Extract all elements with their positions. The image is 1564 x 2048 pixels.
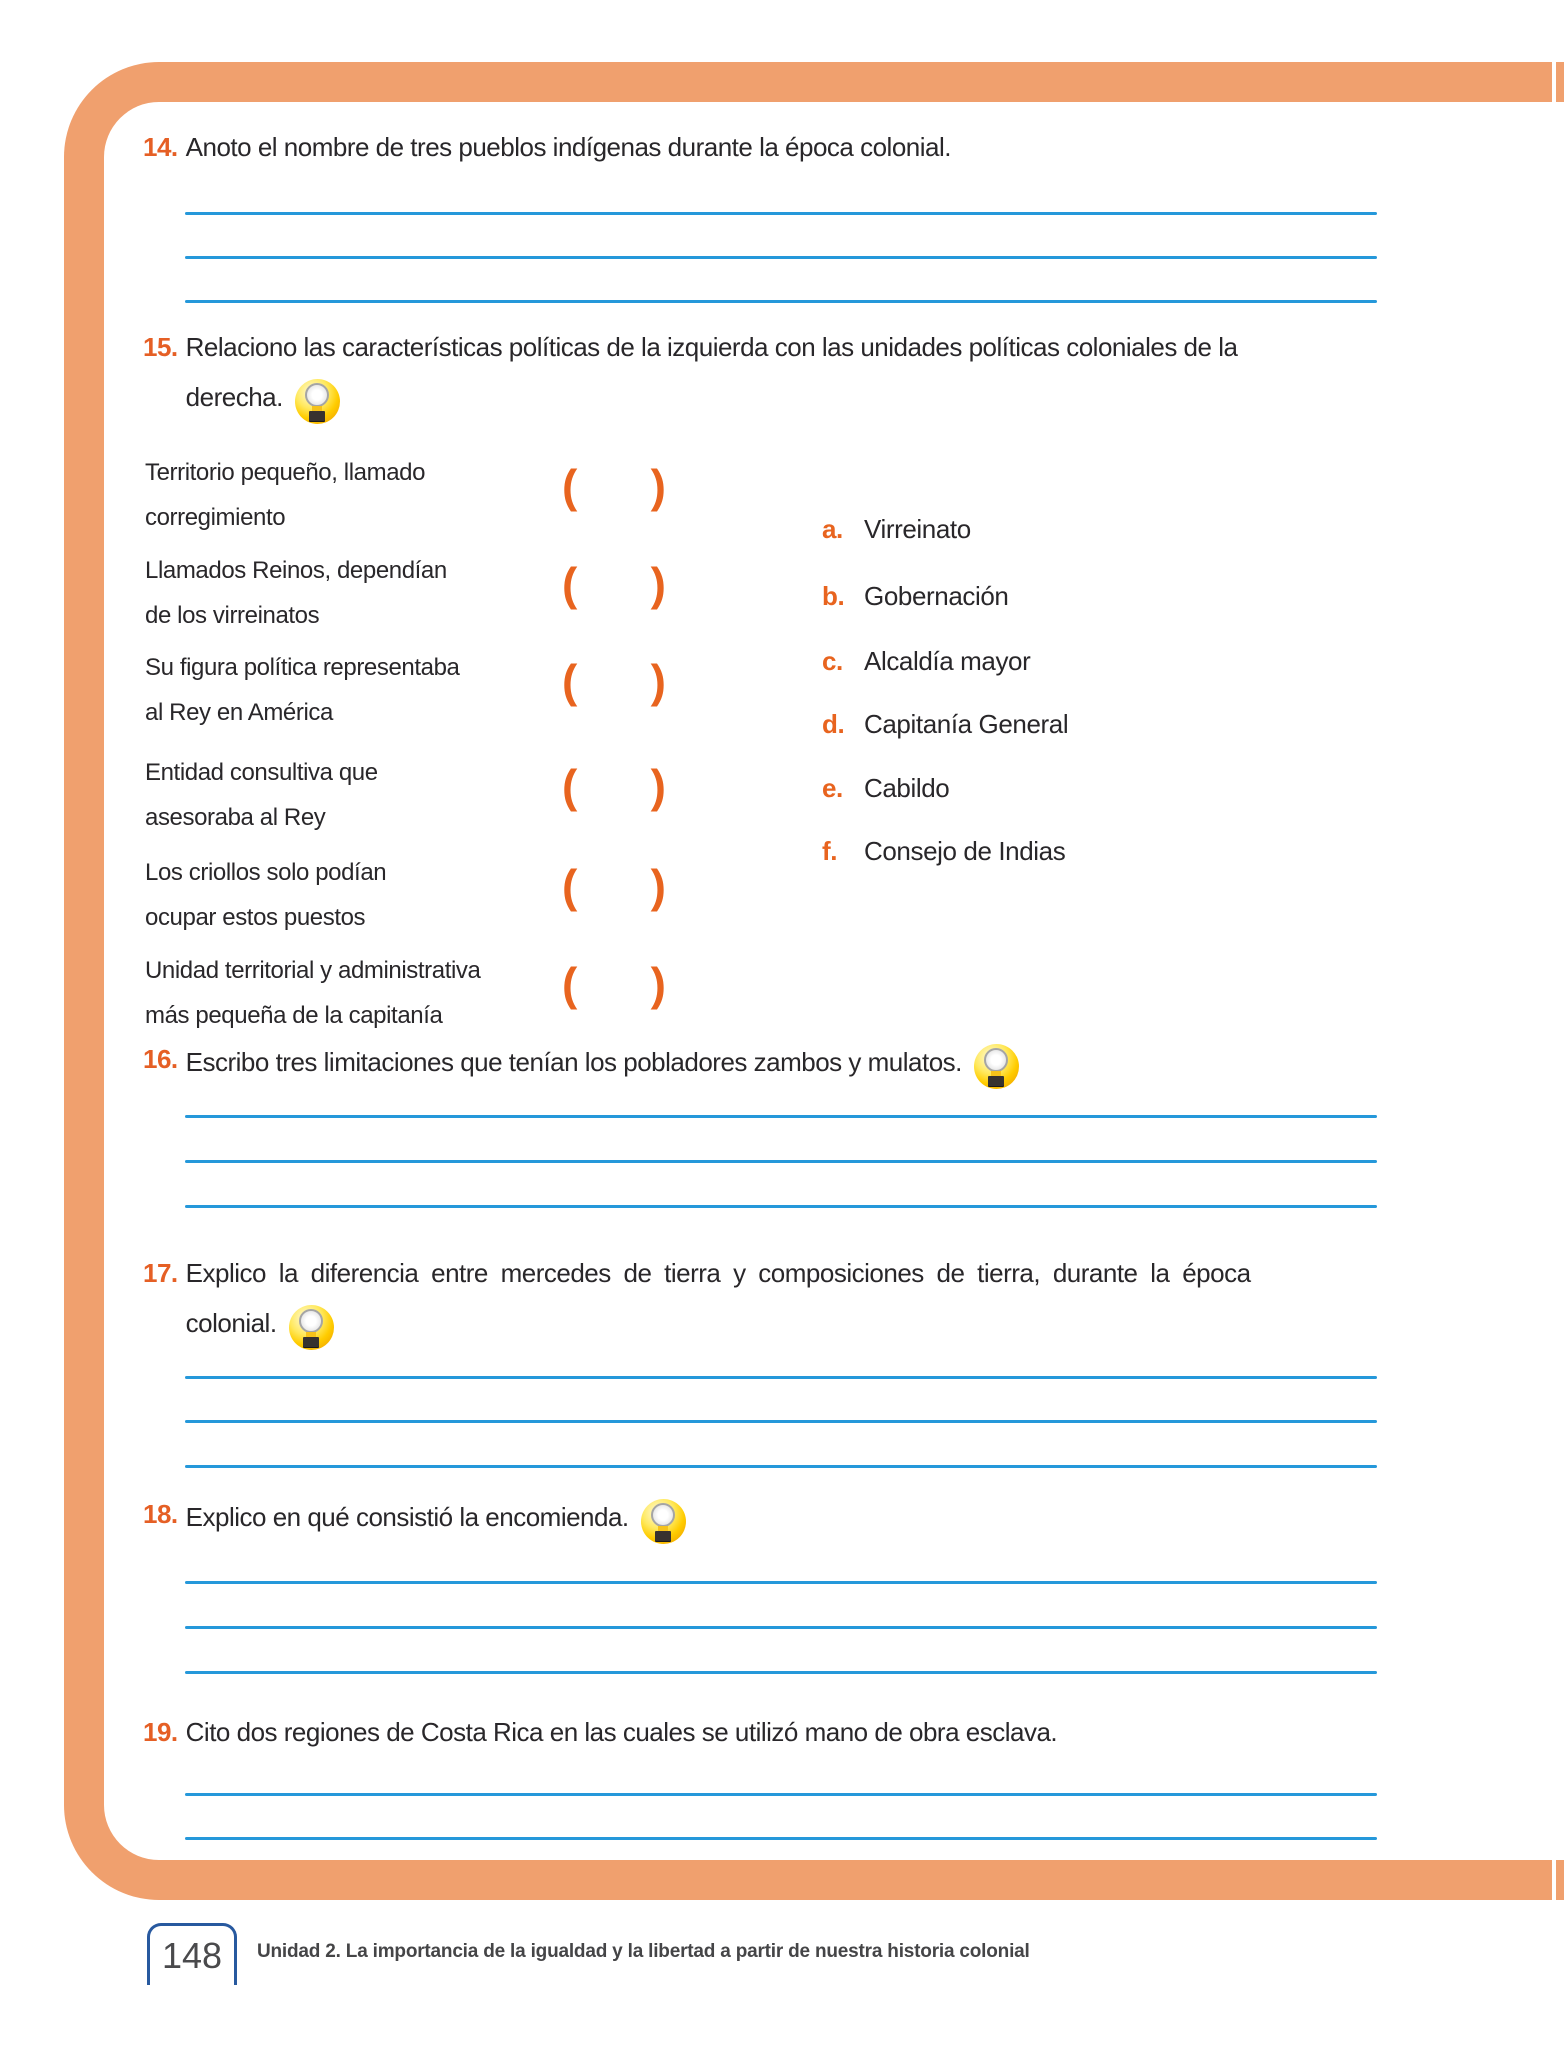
option-d [822, 706, 1068, 742]
matching-item-3-line2: al Rey en América [145, 699, 333, 726]
question-19 [143, 1709, 1057, 1756]
answer-line[interactable] [185, 300, 1377, 303]
answer-line[interactable] [185, 1793, 1377, 1796]
bulb-glass [984, 1048, 1008, 1072]
question-15-line2: derecha. [185, 382, 283, 412]
page-number: 148 [161, 1934, 223, 1976]
answer-line[interactable] [185, 1376, 1377, 1379]
paren-open: ( [562, 558, 578, 610]
question-16-text: Escribo tres limitaciones que tenían los pobladores zambos y mulatos. [185, 1047, 962, 1077]
answer-line[interactable] [185, 1837, 1377, 1840]
match-answer-slot-3[interactable] [562, 655, 666, 707]
answer-line[interactable] [185, 1160, 1377, 1163]
matching-item-3 [145, 645, 459, 735]
question-14 [143, 124, 951, 171]
answer-line[interactable] [185, 212, 1377, 215]
option-c-letter: c. [822, 646, 843, 676]
option-f [822, 833, 1065, 869]
question-14-text: Anoto el nombre de tres pueblos indígenas durante la época colonial. [185, 132, 951, 162]
question-19-number: 19. [143, 1717, 178, 1747]
question-15-line1: Relaciono las características políticas de la izquierda con las unidades políticas coloniales de la [185, 332, 1238, 362]
footer-caption: Unidad 2. La importancia de la igualdad y la libertad a partir de nuestra historia colonial [257, 1941, 1030, 1962]
answer-line[interactable] [185, 1671, 1377, 1674]
question-18-text: Explico en qué consistió la encomienda. [185, 1502, 629, 1532]
matching-item-6-line2: más pequeña de la capitanía [145, 1002, 443, 1029]
option-e-label: Cabildo [864, 773, 950, 803]
bulb-base [655, 1531, 671, 1541]
answer-line[interactable] [185, 1115, 1377, 1118]
hint-lightbulb-icon [295, 379, 340, 424]
option-d-letter: d. [822, 709, 845, 739]
matching-item-1-line2: corregimiento [145, 504, 286, 531]
paren-close: ) [650, 558, 666, 610]
page-number-box [147, 1923, 237, 1985]
option-f-letter: f. [822, 836, 838, 866]
paren-close: ) [650, 860, 666, 912]
question-16-number: 16. [143, 1044, 178, 1074]
answer-line[interactable] [185, 1420, 1377, 1423]
hint-lightbulb-icon [641, 1499, 686, 1544]
question-17-text [186, 1250, 1251, 1350]
matching-item-2-line1: Llamados Reinos, dependían [145, 557, 447, 584]
option-c-label: Alcaldía mayor [864, 646, 1031, 676]
paren-close: ) [650, 760, 666, 812]
bulb-glass [305, 383, 329, 407]
question-15-number: 15. [143, 332, 178, 362]
option-e-letter: e. [822, 773, 843, 803]
paren-open: ( [562, 460, 578, 512]
paren-open: ( [562, 760, 578, 812]
matching-item-4-line2: asesoraba al Rey [145, 804, 326, 831]
paren-close: ) [650, 958, 666, 1010]
bulb-base [988, 1076, 1004, 1086]
matching-item-6-line1: Unidad territorial y administrativa [145, 957, 481, 984]
answer-line[interactable] [185, 256, 1377, 259]
paren-close: ) [650, 460, 666, 512]
paren-open: ( [562, 860, 578, 912]
bulb-base [303, 1337, 319, 1347]
match-answer-slot-5[interactable] [562, 860, 666, 912]
matching-item-5-line2: ocupar estos puestos [145, 904, 366, 931]
answer-line[interactable] [185, 1581, 1377, 1584]
answer-line[interactable] [185, 1205, 1377, 1208]
paren-open: ( [562, 655, 578, 707]
matching-item-2 [145, 548, 447, 638]
question-19-text: Cito dos regiones de Costa Rica en las cuales se utilizó mano de obra esclava. [185, 1717, 1058, 1747]
matching-item-5 [145, 850, 386, 940]
matching-item-4 [145, 750, 378, 840]
question-17 [143, 1250, 1251, 1350]
matching-item-6 [145, 948, 480, 1038]
answer-line[interactable] [185, 1465, 1377, 1468]
question-14-number: 14. [143, 132, 178, 162]
matching-item-2-line2: de los virreinatos [145, 602, 320, 629]
question-16 [143, 1036, 1019, 1089]
option-a [822, 511, 971, 547]
paren-open: ( [562, 958, 578, 1010]
question-18 [143, 1491, 686, 1544]
question-15-text [186, 324, 1238, 424]
option-f-label: Consejo de Indias [864, 836, 1066, 866]
option-b-label: Gobernación [864, 581, 1009, 611]
option-b [822, 578, 1008, 614]
matching-item-3-line1: Su figura política representaba [145, 654, 460, 681]
question-17-number: 17. [143, 1258, 178, 1288]
matching-item-1 [145, 450, 425, 540]
matching-item-4-line1: Entidad consultiva que [145, 759, 378, 786]
question-15 [143, 324, 1237, 424]
match-answer-slot-4[interactable] [562, 760, 666, 812]
hint-lightbulb-icon [974, 1044, 1019, 1089]
option-a-letter: a. [822, 514, 843, 544]
question-17-line2: colonial. [185, 1308, 277, 1338]
adjacent-page-edge-top [1556, 62, 1564, 102]
hint-lightbulb-icon [289, 1305, 334, 1350]
question-18-number: 18. [143, 1499, 178, 1529]
option-c [822, 643, 1030, 679]
bulb-base [309, 411, 325, 421]
option-e [822, 770, 949, 806]
question-17-line1: Explico la diferencia entre mercedes de tierra y composiciones de tierra, durante la época [185, 1258, 1251, 1288]
paren-close: ) [650, 655, 666, 707]
bulb-glass [299, 1309, 323, 1333]
match-answer-slot-6[interactable] [562, 958, 666, 1010]
adjacent-page-edge-bottom [1556, 1860, 1564, 1900]
match-answer-slot-2[interactable] [562, 558, 666, 610]
option-b-letter: b. [822, 581, 845, 611]
matching-item-5-line1: Los criollos solo podían [145, 859, 387, 886]
matching-item-1-line1: Territorio pequeño, llamado [145, 459, 426, 486]
match-answer-slot-1[interactable] [562, 460, 666, 512]
bulb-glass [651, 1503, 675, 1527]
option-d-label: Capitanía General [864, 709, 1069, 739]
answer-line[interactable] [185, 1626, 1377, 1629]
option-a-label: Virreinato [864, 514, 971, 544]
